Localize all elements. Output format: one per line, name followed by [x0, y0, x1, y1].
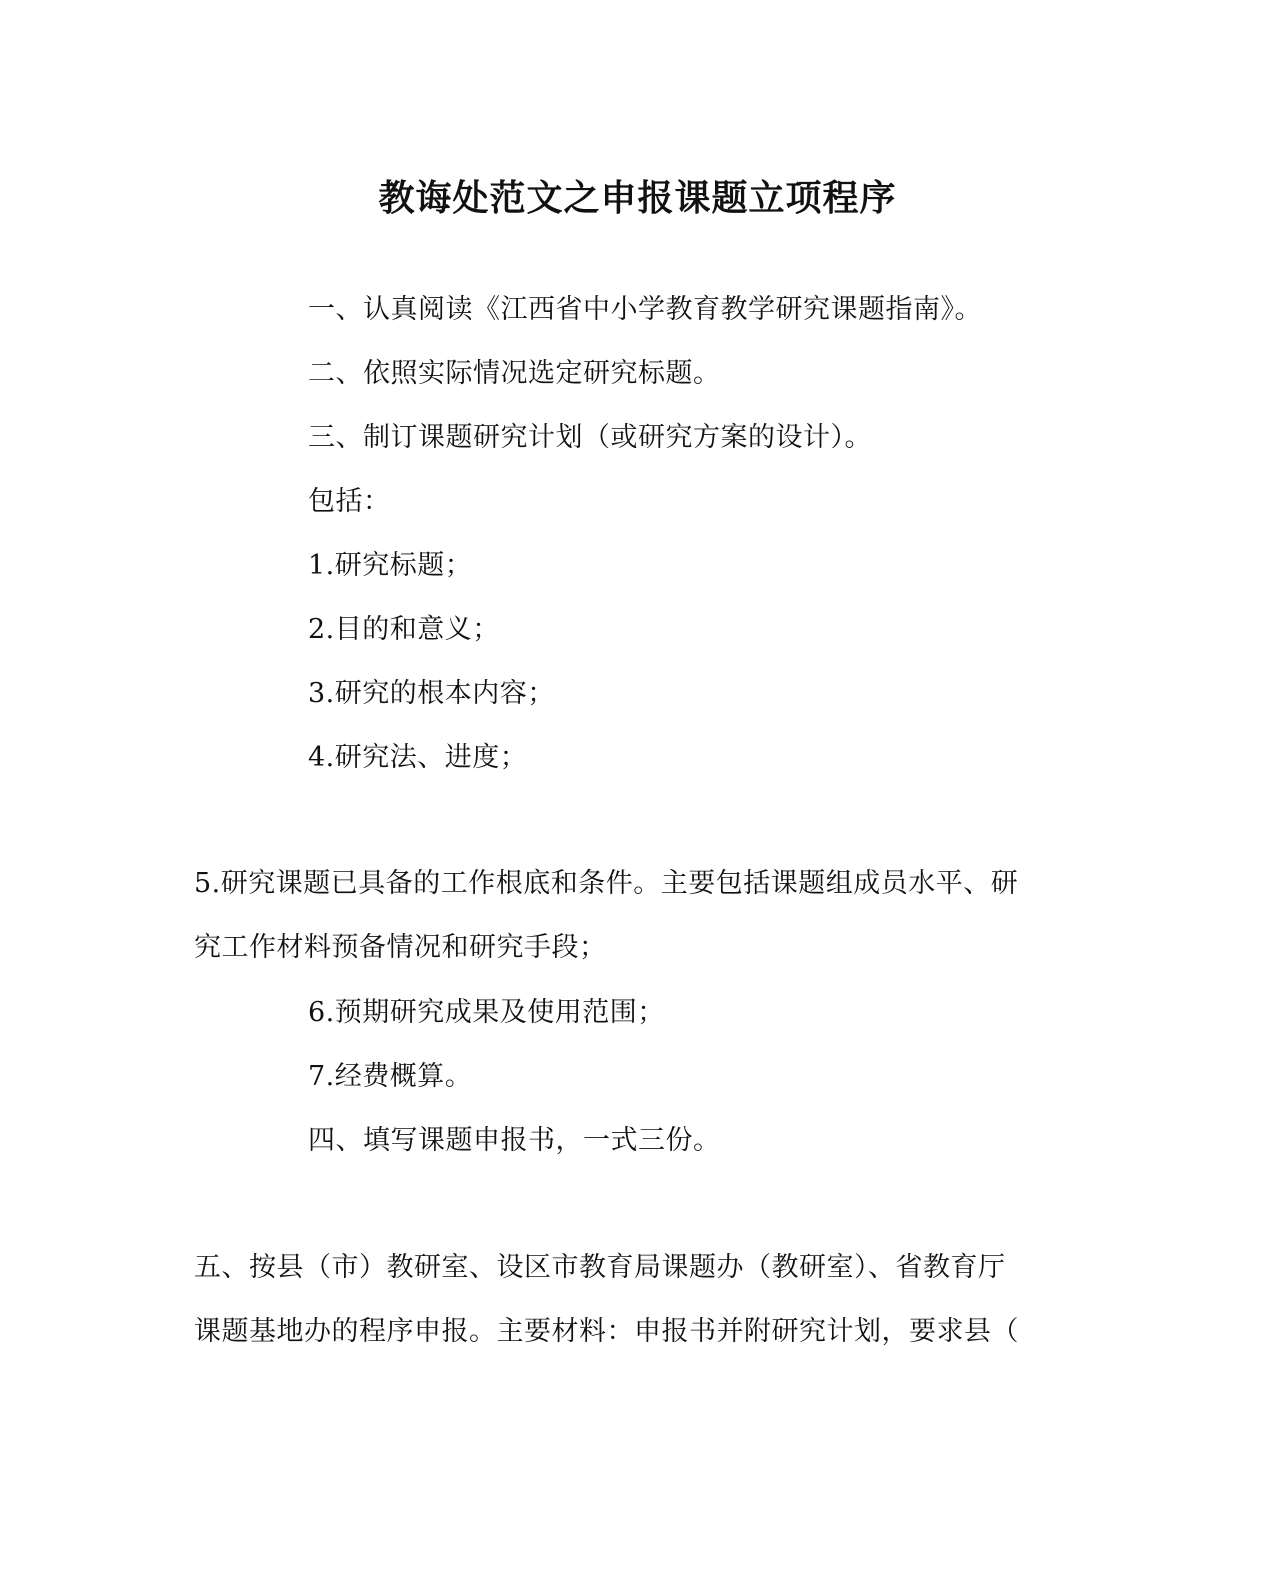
plan-item-6: 6.预期研究成果及使用范围； [308, 997, 665, 1028]
plan-item-2: 2.目的和意义； [308, 614, 500, 645]
step-2-select-title: 二、依照实际情况选定研究标题。 [308, 358, 721, 389]
plan-item-1: 1.研究标题； [308, 550, 473, 581]
plan-item-7: 7.经费概算。 [308, 1061, 473, 1092]
plan-item-4: 4.研究法、进度； [308, 742, 528, 773]
step-4-fill-form: 四、填写课题申报书，一式三份。 [308, 1125, 721, 1156]
plan-item-3: 3.研究的根本内容； [308, 678, 555, 709]
document-title: 教诲处范文之申报课题立项程序 [378, 177, 897, 219]
step-5-line-1: 五、按县（市）教研室、设区市教育局课题办（教研室）、省教育厅 [194, 1252, 1006, 1283]
step-1-read-guide: 一、认真阅读《江西省中小学教育教学研究课题指南》。 [308, 294, 982, 325]
step-5-line-2: 课题基地办的程序申报。主要材料：申报书并附研究计划，要求县（ [194, 1316, 1019, 1347]
step-3-make-plan: 三、制订课题研究计划（或研究方案的设计）。 [308, 422, 872, 453]
plan-includes-label: 包括： [308, 486, 391, 517]
plan-item-5-line-1: 5.研究课题已具备的工作根底和条件。主要包括课题组成员水平、研 [194, 868, 1019, 899]
plan-item-5-line-2: 究工作材料预备情况和研究手段； [194, 932, 607, 963]
